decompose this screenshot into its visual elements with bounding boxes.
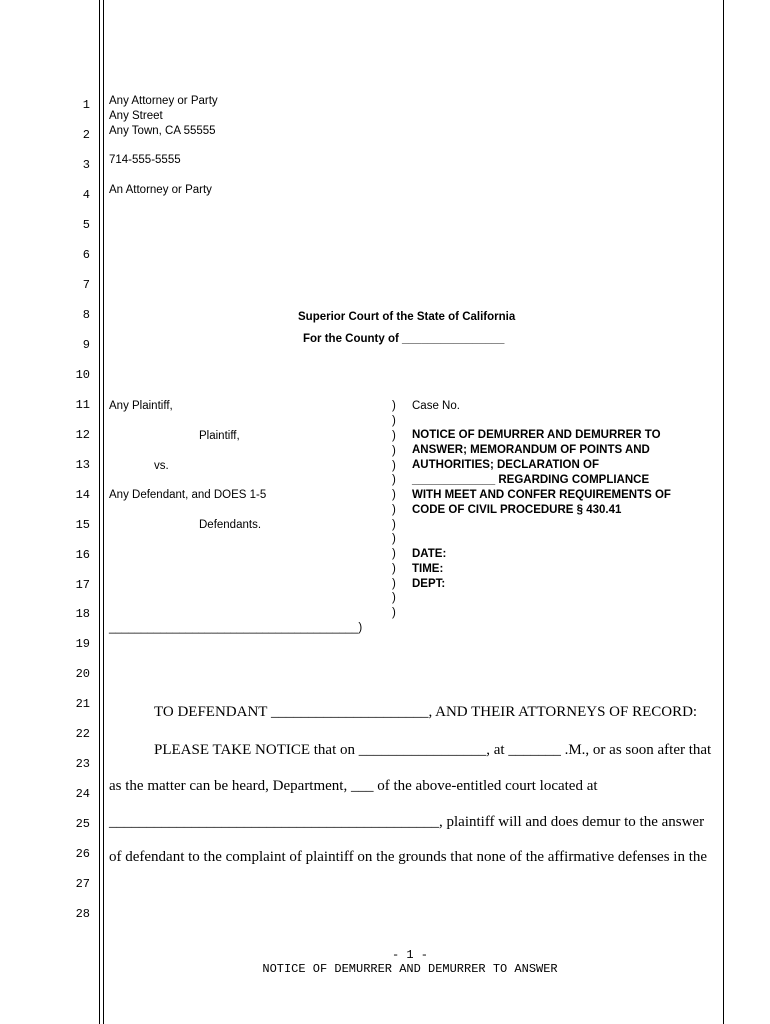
- salutation: TO DEFENDANT _____________________, AND THEIR ATTORNEYS OF RECORD:: [154, 704, 698, 720]
- caption-paren: ): [392, 592, 396, 604]
- notice-line: as the matter can be heard, Department, ___ of the above-entitled court located at: [109, 778, 598, 794]
- document-title-line: WITH MEET AND CONFER REQUIREMENTS OF: [412, 489, 671, 501]
- line-number: 1: [82, 98, 90, 112]
- court-title: Superior Court of the State of California: [298, 311, 516, 323]
- line-number: 8: [82, 308, 90, 322]
- document-title-line: AUTHORITIES; DECLARATION OF: [412, 459, 599, 471]
- right-margin-rule: [723, 0, 724, 1024]
- line-number: 16: [75, 548, 90, 562]
- caption-paren: ): [392, 563, 396, 575]
- document-title-line: _____________ REGARDING COMPLIANCE: [412, 474, 650, 486]
- line-number: 20: [75, 667, 90, 681]
- caption-paren: ): [392, 474, 396, 486]
- line-number: 22: [75, 727, 90, 741]
- line-number: 9: [82, 338, 90, 352]
- case-number-label: Case No.: [412, 400, 460, 412]
- line-number: 24: [75, 787, 90, 801]
- defendant-name: Any Defendant, and DOES 1-5: [109, 489, 267, 501]
- caption-paren: ): [392, 504, 396, 516]
- hearing-date-label: DATE:: [412, 548, 447, 560]
- line-number: 10: [75, 368, 90, 382]
- line-number: 26: [75, 847, 90, 861]
- attorney-phone: 714-555-5555: [109, 154, 181, 166]
- plaintiff-role: Plaintiff,: [199, 430, 240, 442]
- caption-paren: ): [392, 460, 396, 472]
- line-number: 5: [82, 218, 90, 232]
- court-county: For the County of ________________: [303, 333, 505, 345]
- caption-paren: ): [392, 578, 396, 590]
- attorney-role: An Attorney or Party: [109, 184, 212, 196]
- plaintiff-name: Any Plaintiff,: [109, 400, 173, 412]
- attorney-street: Any Street: [109, 110, 163, 122]
- notice-line: of defendant to the complaint of plaintiff on the grounds that none of the affirmative defenses in the: [109, 849, 708, 865]
- line-number: 3: [82, 158, 90, 172]
- line-number: 13: [75, 458, 90, 472]
- caption-paren: ): [392, 489, 396, 501]
- line-number: 11: [75, 398, 90, 412]
- caption-paren: ): [392, 607, 396, 619]
- caption-bottom-line: _______________________________________): [109, 622, 363, 634]
- line-number: 6: [82, 248, 90, 262]
- hearing-dept-label: DEPT:: [412, 578, 446, 590]
- line-number: 17: [75, 578, 90, 592]
- document-title-line: ANSWER; MEMORANDUM OF POINTS AND: [412, 444, 650, 456]
- line-number: 12: [75, 428, 90, 442]
- caption-paren: ): [392, 445, 396, 457]
- line-number: 19: [75, 637, 90, 651]
- hearing-time-label: TIME:: [412, 563, 444, 575]
- left-margin-rule-inner: [103, 0, 104, 1024]
- line-number: 18: [75, 607, 90, 621]
- attorney-name: Any Attorney or Party: [109, 95, 218, 107]
- notice-line: PLEASE TAKE NOTICE that on _________________, at _______ .M., or as soon after that: [154, 742, 712, 758]
- document-title-line: NOTICE OF DEMURRER AND DEMURRER TO: [412, 429, 661, 441]
- line-number: 14: [75, 488, 90, 502]
- line-number: 28: [75, 907, 90, 921]
- line-number: 23: [75, 757, 90, 771]
- notice-line: ____________________________________________, plaintiff will and does demur to the answer: [109, 814, 705, 830]
- line-number: 15: [75, 518, 90, 532]
- versus-label: vs.: [154, 460, 169, 472]
- line-number: 7: [82, 278, 90, 292]
- caption-paren: ): [392, 533, 396, 545]
- caption-paren: ): [392, 400, 396, 412]
- line-number: 4: [82, 188, 90, 202]
- defendant-role: Defendants.: [199, 519, 262, 531]
- line-number: 2: [82, 128, 90, 142]
- line-number: 27: [75, 877, 90, 891]
- caption-paren: ): [392, 430, 396, 442]
- caption-paren: ): [392, 519, 396, 531]
- line-number: 25: [75, 817, 90, 831]
- attorney-city: Any Town, CA 55555: [109, 125, 216, 137]
- caption-paren: ): [392, 415, 396, 427]
- left-margin-rule-outer: [99, 0, 100, 1024]
- page-number: - 1 -: [391, 948, 428, 962]
- footer-title: NOTICE OF DEMURRER AND DEMURRER TO ANSWER: [262, 962, 558, 976]
- document-title-line: CODE OF CIVIL PROCEDURE § 430.41: [412, 504, 622, 516]
- caption-paren: ): [392, 548, 396, 560]
- line-number: 21: [75, 697, 90, 711]
